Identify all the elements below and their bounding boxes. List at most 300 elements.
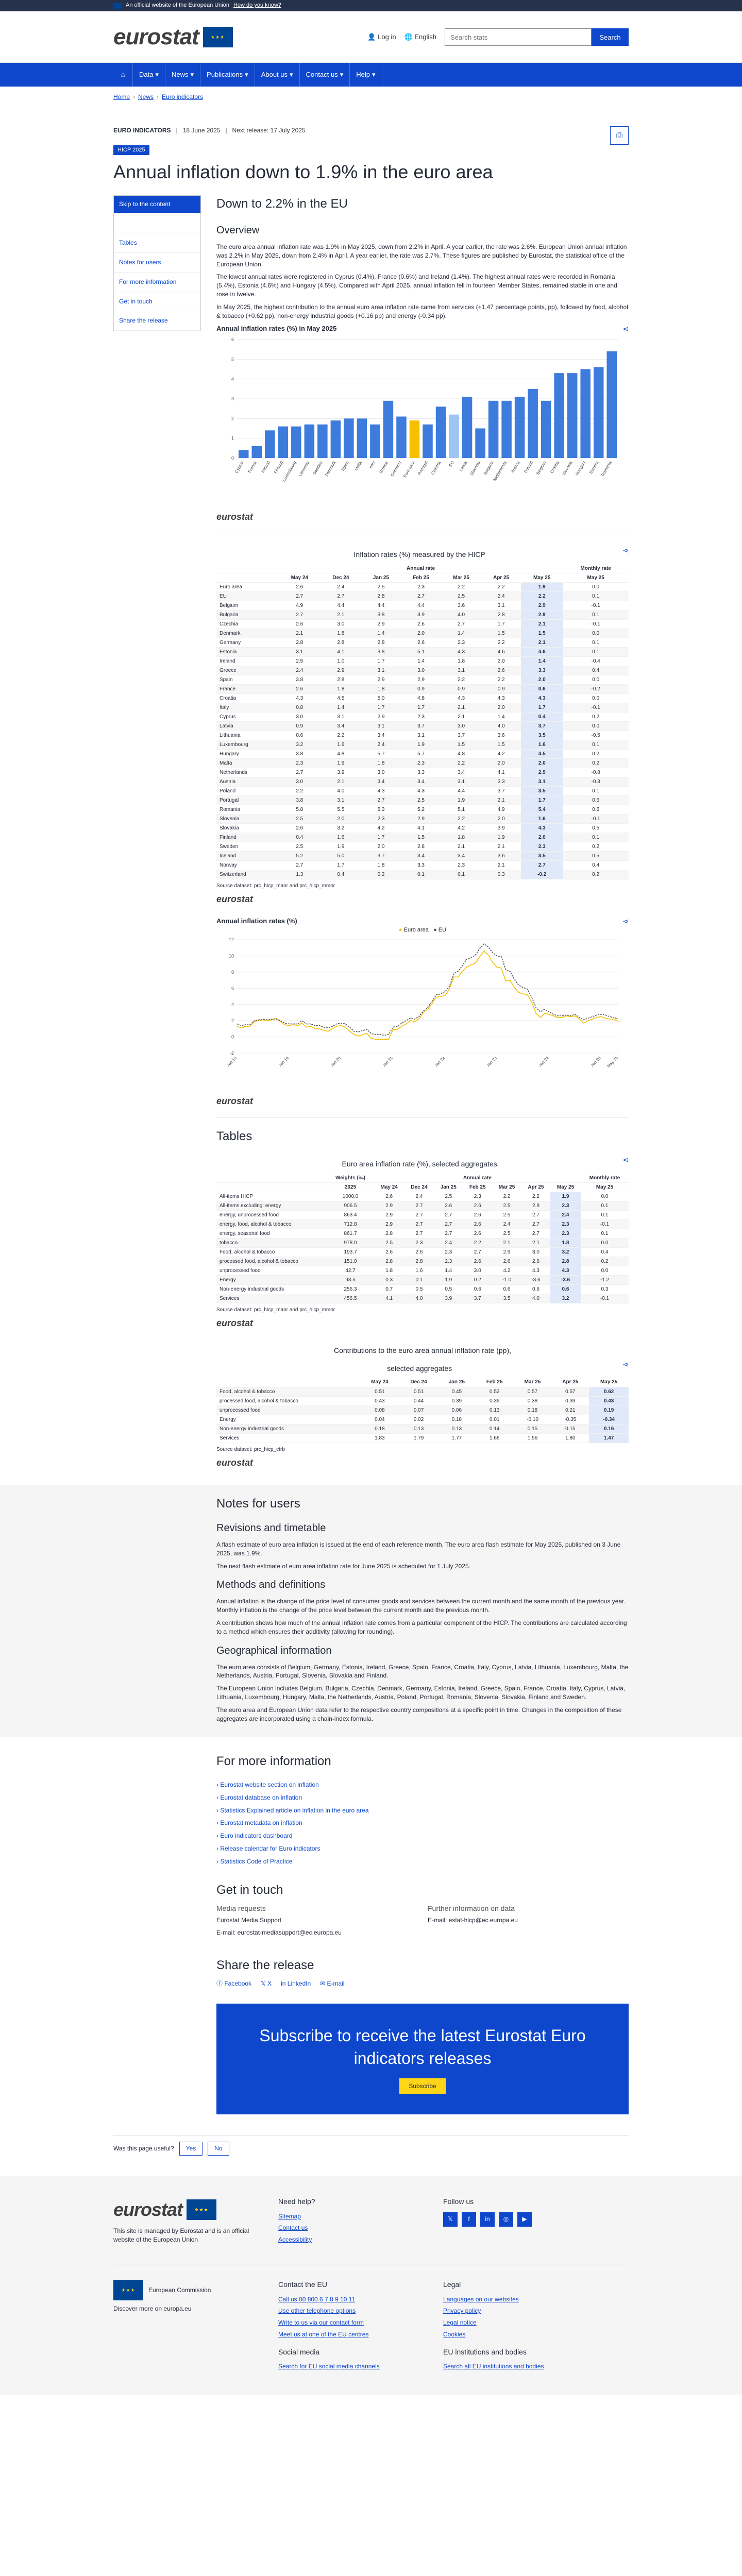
table-cell: 3.8 xyxy=(361,648,401,657)
table-cell: 2.6 xyxy=(401,638,441,648)
table-cell: 3.1 xyxy=(521,777,563,787)
footer-link[interactable]: Cookies xyxy=(443,2331,466,2338)
youtube-icon[interactable]: ▶ xyxy=(517,2212,532,2227)
footer-link[interactable]: Write to us via our contact form xyxy=(278,2319,364,2327)
nav-contact[interactable]: Contact us ▾ xyxy=(300,63,350,87)
more-link[interactable]: › Statistics Code of Practice xyxy=(216,1857,629,1866)
table-cell: 1.77 xyxy=(438,1434,476,1443)
x-tick-label: Croatia xyxy=(549,460,560,474)
table-row xyxy=(216,1201,629,1211)
crumb-home[interactable]: Home xyxy=(113,93,130,100)
language-selector[interactable]: 🌐 English xyxy=(404,32,436,41)
more-link[interactable]: › Euro indicators dashboard xyxy=(216,1832,629,1840)
ec-logo-icon: ★★★ xyxy=(113,2280,143,2300)
table-cell: 1.4 xyxy=(434,1266,463,1276)
table1-title: Inflation rates (%) measured by the HICP xyxy=(353,550,485,559)
y-tick-label: 0 xyxy=(231,455,234,461)
table-cell: 0.14 xyxy=(476,1425,514,1434)
bar xyxy=(239,450,249,458)
table-header: May 25 xyxy=(550,1183,581,1192)
table1-source: Source dataset: prc_hicp_manr and prc_hicp_mmor xyxy=(216,883,335,889)
table-cell: 0.6 xyxy=(492,1285,521,1294)
table-cell: Czechia xyxy=(216,620,279,629)
table-cell: 2.6 xyxy=(463,1229,492,1239)
table-cell: 4.5 xyxy=(521,750,563,759)
x-tick-label: Czechia xyxy=(430,460,442,476)
table-cell: 3.8 xyxy=(279,796,321,805)
line-chart-title: Annual inflation rates (%) xyxy=(216,917,297,925)
x-tick-label: Cyprus xyxy=(234,460,245,474)
table-cell: 2.8 xyxy=(361,638,401,648)
table-cell: -0.8 xyxy=(563,768,629,777)
table-cell: 3.1 xyxy=(321,713,361,722)
table-cell: 906.5 xyxy=(327,1201,374,1211)
table-row xyxy=(216,796,629,805)
table-cell: 0.4 xyxy=(279,833,321,842)
table-cell: 3.1 xyxy=(361,722,401,731)
table-cell: 3.1 xyxy=(321,796,361,805)
table-cell: Slovenia xyxy=(216,815,279,824)
table-cell: 3.4 xyxy=(441,768,481,777)
x-tick-label: Jan 24 xyxy=(537,1055,550,1068)
table-row xyxy=(216,1257,629,1266)
table-cell: 2.9 xyxy=(401,675,441,685)
footer-link[interactable]: Use other telephone options xyxy=(278,2307,356,2315)
table-header: May 24 xyxy=(279,573,321,583)
table-cell: 4.9 xyxy=(481,805,521,815)
table-cell: 2.3 xyxy=(401,583,441,592)
feedback-no[interactable]: No xyxy=(208,2142,229,2156)
table-cell: 2.7 xyxy=(361,796,401,805)
table-cell: 2.6 xyxy=(463,1220,492,1229)
legend-eu: EU xyxy=(438,927,447,934)
table-cell: 2.7 xyxy=(321,592,361,601)
table-cell: 4.3 xyxy=(441,648,481,657)
table-cell: -0.1 xyxy=(563,703,629,713)
table-header: Dec 24 xyxy=(404,1183,434,1192)
table-row xyxy=(216,1276,629,1285)
table-cell: 4.2 xyxy=(481,750,521,759)
table-row xyxy=(216,1220,629,1229)
table-cell: 2.3 xyxy=(404,1239,434,1248)
legal-heading: Legal xyxy=(443,2280,461,2289)
home-icon[interactable]: ⌂ xyxy=(113,63,133,87)
table-cell: 193.7 xyxy=(327,1248,374,1257)
x-tick-label: Malta xyxy=(353,460,363,471)
nav-publications[interactable]: Publications ▾ xyxy=(200,63,255,87)
share-icon[interactable]: ⋖ xyxy=(622,1360,629,1369)
table-cell: 1.56 xyxy=(514,1434,552,1443)
table-cell: 4.0 xyxy=(404,1294,434,1303)
site-header xyxy=(0,11,742,63)
hicp-tag[interactable]: HICP 2025 xyxy=(113,145,149,155)
more-link[interactable]: › Eurostat website section on inflation xyxy=(216,1781,629,1789)
table-cell: -0.3 xyxy=(563,777,629,787)
table-cell: 0.2 xyxy=(563,870,629,879)
table-row xyxy=(216,1192,629,1201)
table-cell: 4.4 xyxy=(401,601,441,611)
geo-heading: Geographical information xyxy=(216,1645,332,1656)
geo-p2: The European Union includes Belgium, Bulgaria, Czechia, Denmark, Germany, Estonia, Ireland, Greece, Spain, France, Croatia, Italy, Cyprus, Latvia, Lithuania, Luxembourg, Hungary, Malta, the Netherlands, Austria, Poland, Portugal, Romania, Slovenia, Slovakia, Finland and Sweden. xyxy=(216,1685,626,1701)
table-cell: 0.2 xyxy=(563,842,629,852)
table-cell: 0.0 xyxy=(563,583,629,592)
table-cell: 1.4 xyxy=(481,713,521,722)
table-cell: 1.5 xyxy=(481,629,521,638)
table-cell: 1.9 xyxy=(401,740,441,750)
table-cell: 0.3 xyxy=(374,1276,404,1285)
linkedin-share[interactable]: in LinkedIn xyxy=(281,1979,311,1987)
bar xyxy=(252,446,262,458)
table-cell: Austria xyxy=(216,777,279,787)
official-text: An official website of the European Union xyxy=(126,2,229,9)
table-cell: 2.5 xyxy=(279,842,321,852)
table-row xyxy=(216,592,629,601)
table-cell: processed food, alcohol & tobacco xyxy=(216,1257,327,1266)
y-tick-label: 4 xyxy=(231,376,234,382)
y-tick-label: 12 xyxy=(228,937,234,942)
info-email[interactable]: E-mail: estat-hicp@ec.europa.eu xyxy=(428,1916,518,1924)
table-header: Feb 25 xyxy=(401,573,441,583)
table-cell: 0.5 xyxy=(563,852,629,861)
table-header: Feb 25 xyxy=(476,1378,514,1387)
facebook-share[interactable]: ⓕ Facebook xyxy=(216,1979,252,1987)
table-cell: 4.4 xyxy=(441,787,481,796)
table-cell: 0.3 xyxy=(481,870,521,879)
footer-link[interactable]: Search all EU institutions and bodies xyxy=(443,2363,544,2370)
table-cell: 3.7 xyxy=(463,1294,492,1303)
bar xyxy=(436,406,446,458)
sidebar-item-share[interactable]: Share the release xyxy=(114,311,200,331)
x-share[interactable]: 𝕏 X xyxy=(261,1979,272,1987)
search-input[interactable] xyxy=(445,28,592,46)
table-cell: 4.5 xyxy=(321,694,361,703)
table-cell: 863.4 xyxy=(327,1211,374,1220)
subscribe-button[interactable]: Subscribe xyxy=(399,2078,445,2094)
table-cell: 1.8 xyxy=(441,657,481,666)
ec-sub[interactable]: Discover more on europa.eu xyxy=(113,2305,192,2313)
table-cell: -0.2 xyxy=(521,870,563,879)
table-header: Monthly rate xyxy=(581,1174,629,1183)
table-cell: 1.7 xyxy=(361,833,401,842)
table-cell: 1.3 xyxy=(279,870,321,879)
share-icon[interactable]: ⋖ xyxy=(622,1156,629,1164)
sidebar-item-notes[interactable]: Notes for users xyxy=(114,253,200,273)
how-link[interactable]: How do you know? xyxy=(233,2,281,9)
table-cell: Norway xyxy=(216,861,279,870)
footer-link[interactable]: Privacy policy xyxy=(443,2307,481,2315)
table-cell: 151.0 xyxy=(327,1257,374,1266)
footer-link[interactable]: Search for EU social media channels xyxy=(278,2363,380,2370)
table-cell: 5.7 xyxy=(361,750,401,759)
table-cell: 2.7 xyxy=(521,861,563,870)
table-row xyxy=(216,1266,629,1276)
table-cell: 0.21 xyxy=(551,1406,589,1415)
table-cell: 3.6 xyxy=(441,601,481,611)
table-cell: 2.1 xyxy=(521,1239,550,1248)
methods-p2: A contribution shows how much of the annual inflation rate comes from a particular component of the HICP. The contributions are calculated according to a method which ensures their additivity (allowing for rounding). xyxy=(216,1619,627,1635)
table-cell: Energy xyxy=(216,1415,360,1425)
table-cell: 4.1 xyxy=(321,648,361,657)
table-cell: 1.8 xyxy=(441,833,481,842)
y-tick-label: 5 xyxy=(231,357,234,362)
x-tick-label: Finland xyxy=(273,460,284,474)
x-tick-label: Hungary xyxy=(575,460,586,477)
table-header: May 24 xyxy=(360,1378,400,1387)
series-line xyxy=(237,944,618,1036)
table-cell: 2.3 xyxy=(550,1220,581,1229)
facebook-icon[interactable]: f xyxy=(462,2212,476,2227)
sidebar-item-more[interactable]: For more information xyxy=(114,273,200,292)
table-cell: 0.0 xyxy=(581,1239,629,1248)
table-cell: 1.6 xyxy=(521,815,563,824)
nav-about[interactable]: About us ▾ xyxy=(255,63,300,87)
table2-source: Source dataset: prc_hicp_manr and prc_hicp_mmor xyxy=(216,1307,335,1313)
x-tick-label: Romania xyxy=(600,460,613,477)
table-cell: 0.1 xyxy=(563,833,629,842)
table-cell: 1.9 xyxy=(481,833,521,842)
table-cell: Services xyxy=(216,1294,327,1303)
geo-p3: The euro area and European Union data refer to the respective country compositions at a specific point in time. Changes in the composition of these aggregates are incorporated using a chain-index formula. xyxy=(216,1706,622,1722)
table-cell: 4.2 xyxy=(492,1266,521,1276)
breadcrumb: Home › News › Euro indicators xyxy=(113,93,204,100)
page-title: Annual inflation down to 1.9% in the euro area xyxy=(113,161,493,182)
bar xyxy=(410,420,420,458)
footer-link[interactable]: Contact us xyxy=(278,2224,308,2232)
table-cell: 1.6 xyxy=(321,740,361,750)
login-link[interactable]: 👤 Log in xyxy=(367,32,396,41)
table-cell: 0.8 xyxy=(279,703,321,713)
more-link[interactable]: › Eurostat metadata on inflation xyxy=(216,1819,629,1827)
x-tick-label: Jan 23 xyxy=(485,1055,498,1068)
table-cell: 5.1 xyxy=(441,805,481,815)
x-tick-label: Estonia xyxy=(588,460,600,475)
feedback-yes[interactable]: Yes xyxy=(179,2142,203,2156)
pdf-download-icon[interactable]: ⎙ xyxy=(610,126,629,145)
table-cell: 2.8 xyxy=(279,638,321,648)
table-cell: 2.7 xyxy=(279,768,321,777)
footer-link[interactable]: Meet us at one of the EU centres xyxy=(278,2331,369,2338)
table-cell: 4.0 xyxy=(521,1294,550,1303)
footer-link[interactable]: Sitemap xyxy=(278,2212,301,2220)
y-tick-label: -2 xyxy=(229,1050,234,1056)
instagram-icon[interactable]: ◎ xyxy=(499,2212,513,2227)
table-cell: 0.1 xyxy=(563,648,629,657)
skip-link[interactable]: Skip to the content xyxy=(114,196,200,213)
table-cell: 1.5 xyxy=(521,629,563,638)
table-cell: 0.1 xyxy=(563,611,629,620)
y-tick-label: 6 xyxy=(231,985,234,991)
table-cell: 3.3 xyxy=(401,768,441,777)
nav-news[interactable]: News ▾ xyxy=(165,63,200,87)
table-cell: 0.44 xyxy=(399,1397,438,1406)
table-cell: 1.4 xyxy=(321,703,361,713)
table-cell: 2.7 xyxy=(404,1220,434,1229)
table-cell: Portugal xyxy=(216,796,279,805)
table-cell: 1.6 xyxy=(521,740,563,750)
footer-logo[interactable]: eurostat xyxy=(113,2199,183,2221)
email-share[interactable]: ✉ E-mail xyxy=(320,1979,345,1987)
footer-link[interactable]: Legal notice xyxy=(443,2319,477,2327)
table-cell: Non-energy industrial goods xyxy=(216,1425,360,1434)
table-cell: All-items HICP xyxy=(216,1192,327,1201)
table-cell: 3.1 xyxy=(481,601,521,611)
table-cell: 1.79 xyxy=(399,1434,438,1443)
bar xyxy=(291,427,301,458)
table-cell: 2.2 xyxy=(441,583,481,592)
sidebar-item-contact[interactable]: Get in touch xyxy=(114,292,200,312)
share-icon[interactable]: ⋖ xyxy=(622,546,629,555)
table-cell: 0.15 xyxy=(514,1425,552,1434)
table-row xyxy=(216,601,629,611)
table-row xyxy=(216,685,629,694)
table-cell: 3.7 xyxy=(481,787,521,796)
table-cell: 2.0 xyxy=(481,657,521,666)
table-cell: 1.8 xyxy=(361,759,401,768)
table-cell: 3.7 xyxy=(361,852,401,861)
share-icon[interactable]: ⋖ xyxy=(622,917,629,925)
footer-link[interactable]: Languages on our websites xyxy=(443,2295,519,2303)
table-cell: 2.1 xyxy=(481,796,521,805)
bar xyxy=(554,373,564,458)
more-link[interactable]: › Statistics Explained article on inflation in the euro area xyxy=(216,1806,629,1815)
table-cell: 2.6 xyxy=(481,666,521,675)
bar xyxy=(475,428,485,458)
nav-data[interactable]: Data ▾ xyxy=(133,63,165,87)
media-email[interactable]: E-mail: eurostat-mediasupport@ec.europa.eu xyxy=(216,1929,342,1937)
footer-link[interactable]: Accessibility xyxy=(278,2236,312,2244)
table-cell: 4.3 xyxy=(481,694,521,703)
table-cell: 2.1 xyxy=(441,703,481,713)
table-cell: 3.4 xyxy=(361,731,401,740)
bar xyxy=(278,427,289,458)
table-header: Dec 24 xyxy=(321,573,361,583)
bar xyxy=(567,373,578,458)
table-cell: 0.62 xyxy=(589,1387,629,1397)
table-cell: 3.0 xyxy=(279,713,321,722)
table-cell: Iceland xyxy=(216,852,279,861)
bar xyxy=(580,369,591,458)
table-cell: 2.7 xyxy=(404,1229,434,1239)
overview-p2: The lowest annual rates were registered in Cyprus (0.4%), France (0.6%) and Ireland (1.4%). The highest annual rates were recorded in Romania (5.4%), Estonia (4.6%) and Hungary (4.5%). Compared with April 2025, annual inflation fell in fourteen Member States, remained stable in one and rose in twelve. xyxy=(216,273,617,298)
table-cell: 4.0 xyxy=(321,787,361,796)
table-cell: 4.2 xyxy=(361,824,401,833)
table-cell: 0.45 xyxy=(438,1387,476,1397)
table-header: Dec 24 xyxy=(399,1378,438,1387)
share-row xyxy=(216,1979,629,1988)
footer-link[interactable]: Call us 00 800 6 7 8 9 10 11 xyxy=(278,2295,356,2303)
x-tick-label: Greece xyxy=(378,460,390,474)
more-link[interactable]: › Eurostat database on inflation xyxy=(216,1793,629,1802)
table-cell: 2.1 xyxy=(492,1239,521,1248)
revisions-heading: Revisions and timetable xyxy=(216,1522,326,1534)
crumb-euro-indicators[interactable]: Euro indicators xyxy=(162,93,204,100)
table-cell: 2.1 xyxy=(521,638,563,648)
search-button[interactable]: Search xyxy=(592,28,629,46)
table-row xyxy=(216,666,629,675)
table-row xyxy=(216,675,629,685)
table-row xyxy=(216,1397,629,1406)
table-cell: 1.8 xyxy=(550,1239,581,1248)
y-tick-label: 0 xyxy=(231,1034,234,1040)
table-cell: 0.04 xyxy=(360,1415,400,1425)
table-row xyxy=(216,815,629,824)
table-cell: Sweden xyxy=(216,842,279,852)
bar xyxy=(515,397,525,458)
table-cell: 0.1 xyxy=(563,592,629,601)
table-cell: 1.8 xyxy=(321,629,361,638)
eurostat-table-logo: eurostat xyxy=(216,1318,254,1329)
nav-help[interactable]: Help ▾ xyxy=(350,63,382,87)
table-cell: 1.7 xyxy=(321,861,361,870)
x-tick-label: May 25 xyxy=(606,1055,619,1069)
table-cell: 2.6 xyxy=(279,583,321,592)
table-cell: 2.6 xyxy=(279,620,321,629)
table-cell: 2.0 xyxy=(521,675,563,685)
table-cell: 3.9 xyxy=(321,768,361,777)
table-cell: 1.80 xyxy=(551,1434,589,1443)
table-cell: 0.5 xyxy=(434,1285,463,1294)
table-cell: 0.13 xyxy=(438,1425,476,1434)
sidebar-item-tables[interactable]: Tables xyxy=(114,233,200,253)
table-row xyxy=(216,1406,629,1415)
table-cell: 4.8 xyxy=(401,694,441,703)
eurostat-logo[interactable] xyxy=(113,21,233,53)
table-cell: 2.2 xyxy=(279,787,321,796)
table-header: Feb 25 xyxy=(463,1183,492,1192)
bar xyxy=(423,425,433,458)
table-row xyxy=(216,1239,629,1248)
table-cell: 4.9 xyxy=(279,601,321,611)
table-header xyxy=(216,573,279,583)
table-cell: 2.9 xyxy=(521,611,563,620)
table-cell: 0.1 xyxy=(581,1229,629,1239)
linkedin-icon[interactable]: in xyxy=(480,2212,495,2227)
table-cell: 2.6 xyxy=(279,685,321,694)
table-cell: 3.6 xyxy=(481,731,521,740)
table-cell: 2.7 xyxy=(521,1229,550,1239)
table-cell: 3.2 xyxy=(550,1294,581,1303)
crumb-news[interactable]: News xyxy=(138,93,154,100)
table-cell: 0.08 xyxy=(360,1406,400,1415)
x-tick-label: EU xyxy=(448,460,455,468)
table-cell: unprocessed food xyxy=(216,1406,360,1415)
table-cell: 4.0 xyxy=(441,611,481,620)
table-cell: 2.6 xyxy=(463,1201,492,1211)
table-header: Annual rate xyxy=(279,564,563,573)
table-cell: 0.39 xyxy=(551,1397,589,1406)
table-cell: -1.2 xyxy=(581,1276,629,1285)
table-cell: 456.5 xyxy=(327,1294,374,1303)
x-icon[interactable]: 𝕏 xyxy=(443,2212,458,2227)
share-icon[interactable]: ⋖ xyxy=(622,325,629,333)
table-cell: 2.3 xyxy=(550,1229,581,1239)
more-link[interactable]: › Release calendar for Euro indicators xyxy=(216,1844,629,1853)
table-cell: 0.2 xyxy=(463,1276,492,1285)
table-cell: 4.3 xyxy=(521,824,563,833)
table-cell: 1.8 xyxy=(361,861,401,870)
table-cell: 0.1 xyxy=(401,870,441,879)
table-cell: Estonia xyxy=(216,648,279,657)
more-info-section xyxy=(216,1753,629,1866)
table-cell: 0.57 xyxy=(551,1387,589,1397)
table-cell: Euro area xyxy=(216,583,279,592)
table-cell: Non-energy industrial goods xyxy=(216,1285,327,1294)
table-cell: -0.4 xyxy=(563,657,629,666)
table-cell: processed food, alcohol & tobacco xyxy=(216,1397,360,1406)
table-cell: 4.1 xyxy=(401,824,441,833)
table-cell: 3.0 xyxy=(463,1266,492,1276)
table-cell: 0.18 xyxy=(438,1415,476,1425)
